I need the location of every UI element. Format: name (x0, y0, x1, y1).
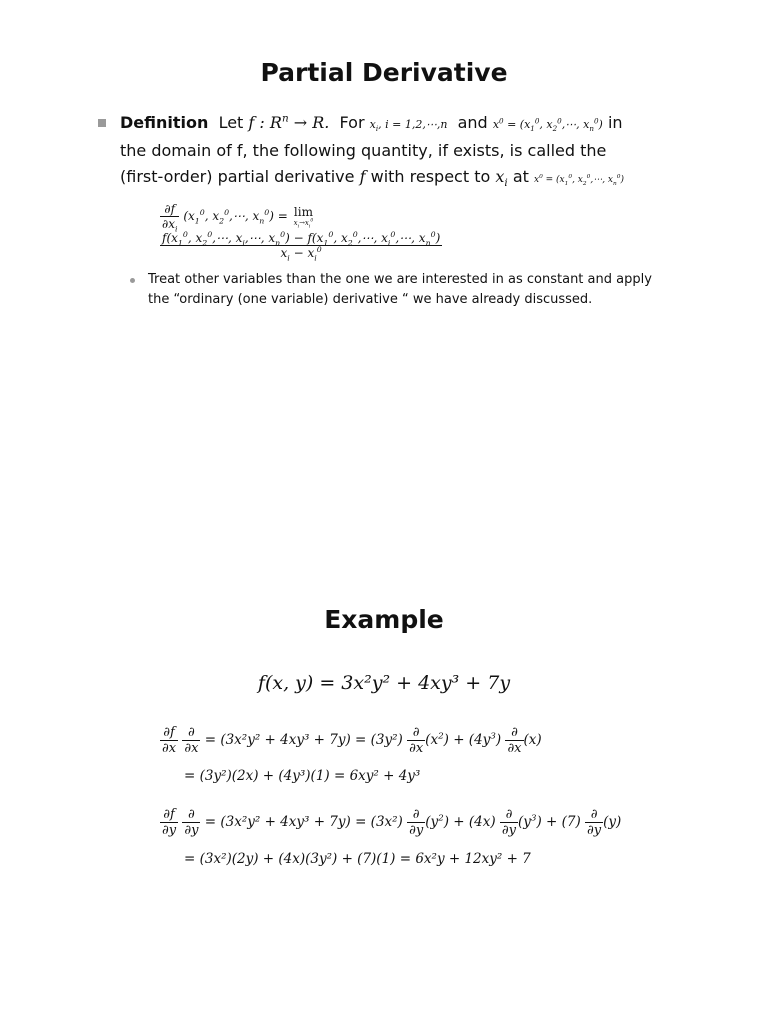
slide-title: Partial Derivative (260, 58, 508, 87)
limit-formula: $\frac{\partial f}{\partial x_i}$ ($x_1^0$, $x_2^0,\cdots$, $x_n^0$) = lim $x_i\to x_i^0$ $\frac{f(x_1^0, x_2^0,\cdots, x_i,\cdots, x_n^0) - f(x_1^0, x_2^0,\cdots, x_i^0,\cdots, x_n^0)}{x_i - x_i^0}$ (162, 202, 441, 263)
xi-symbol: $x_i$ (495, 167, 508, 190)
definition-line-2: the domain of f, the following quantity, if exists, is called the (120, 141, 607, 160)
partial-y-line-2: = (3x²)(2y) + (4x)(3y²) + (7)(1) = 6x²y + 12xy² + 7 (184, 851, 531, 867)
definition-line-3b: with respect to (370, 167, 491, 186)
f-symbol: f (359, 167, 366, 186)
point-x0-small: $x^0 = (x_1^0$, $x_2^0,\cdots$, $x_n^0$) (533, 174, 624, 187)
sub-bullet-text: Treat other variables than the one we are interested in as constant and apply the “ordinary (one variable) derivative “ we have already discussed. (148, 272, 652, 307)
definition-paragraph (98, 110, 658, 193)
definition-label: Definition (120, 113, 209, 132)
slide-example (0, 512, 768, 1024)
square-bullet-icon (98, 119, 106, 127)
point-x0: $x^0 = (x_1^0$, $x_2^0,\cdots$, $x_n^0$) (492, 116, 603, 134)
partial-x-line-1: $\frac{\partial f}{\partial x}$ $\frac{\partial}{\partial x}$ = (3x²y² + 4xy³ + 7y) = (3y²) $\frac{\partial}{\partial x}$ $(x^2) + (4y^3)$ $\frac{\partial}{\partial x}$ (x) (162, 725, 542, 756)
f-map: f : $R^n \to R$. (248, 112, 330, 132)
for-text: For (339, 113, 365, 132)
function-definition: f(x, y) = 3x²y² + 4xy³ + 7y (257, 672, 511, 694)
partial-y-line-1: $\frac{\partial f}{\partial y}$ $\frac{\partial}{\partial y}$ = (3x²y² + 4xy³ + 7y) = (3x²) $\frac{\partial}{\partial y}$ $(y^2) + (4x)$ $\frac{\partial}{\partial y}$ $(y^3) + (7)$ $\frac{\partial}{\partial y}$ (y) (162, 807, 622, 838)
slide-title: Example (324, 605, 444, 634)
round-bullet-icon (130, 278, 135, 283)
let-text: Let (218, 113, 244, 132)
and-text: and (457, 113, 488, 132)
definition-line-3a: (first-order) partial derivative (120, 167, 355, 186)
sub-bullet-item (148, 270, 668, 310)
partial-x-line-2: = (3y²)(2x) + (4y³)(1) = 6xy² + 4y³ (184, 768, 421, 784)
index-set: $x_i$, i = 1,2,⋯,n (369, 118, 448, 134)
definition-line-3c: at (512, 167, 529, 186)
in-text: in (607, 113, 623, 132)
